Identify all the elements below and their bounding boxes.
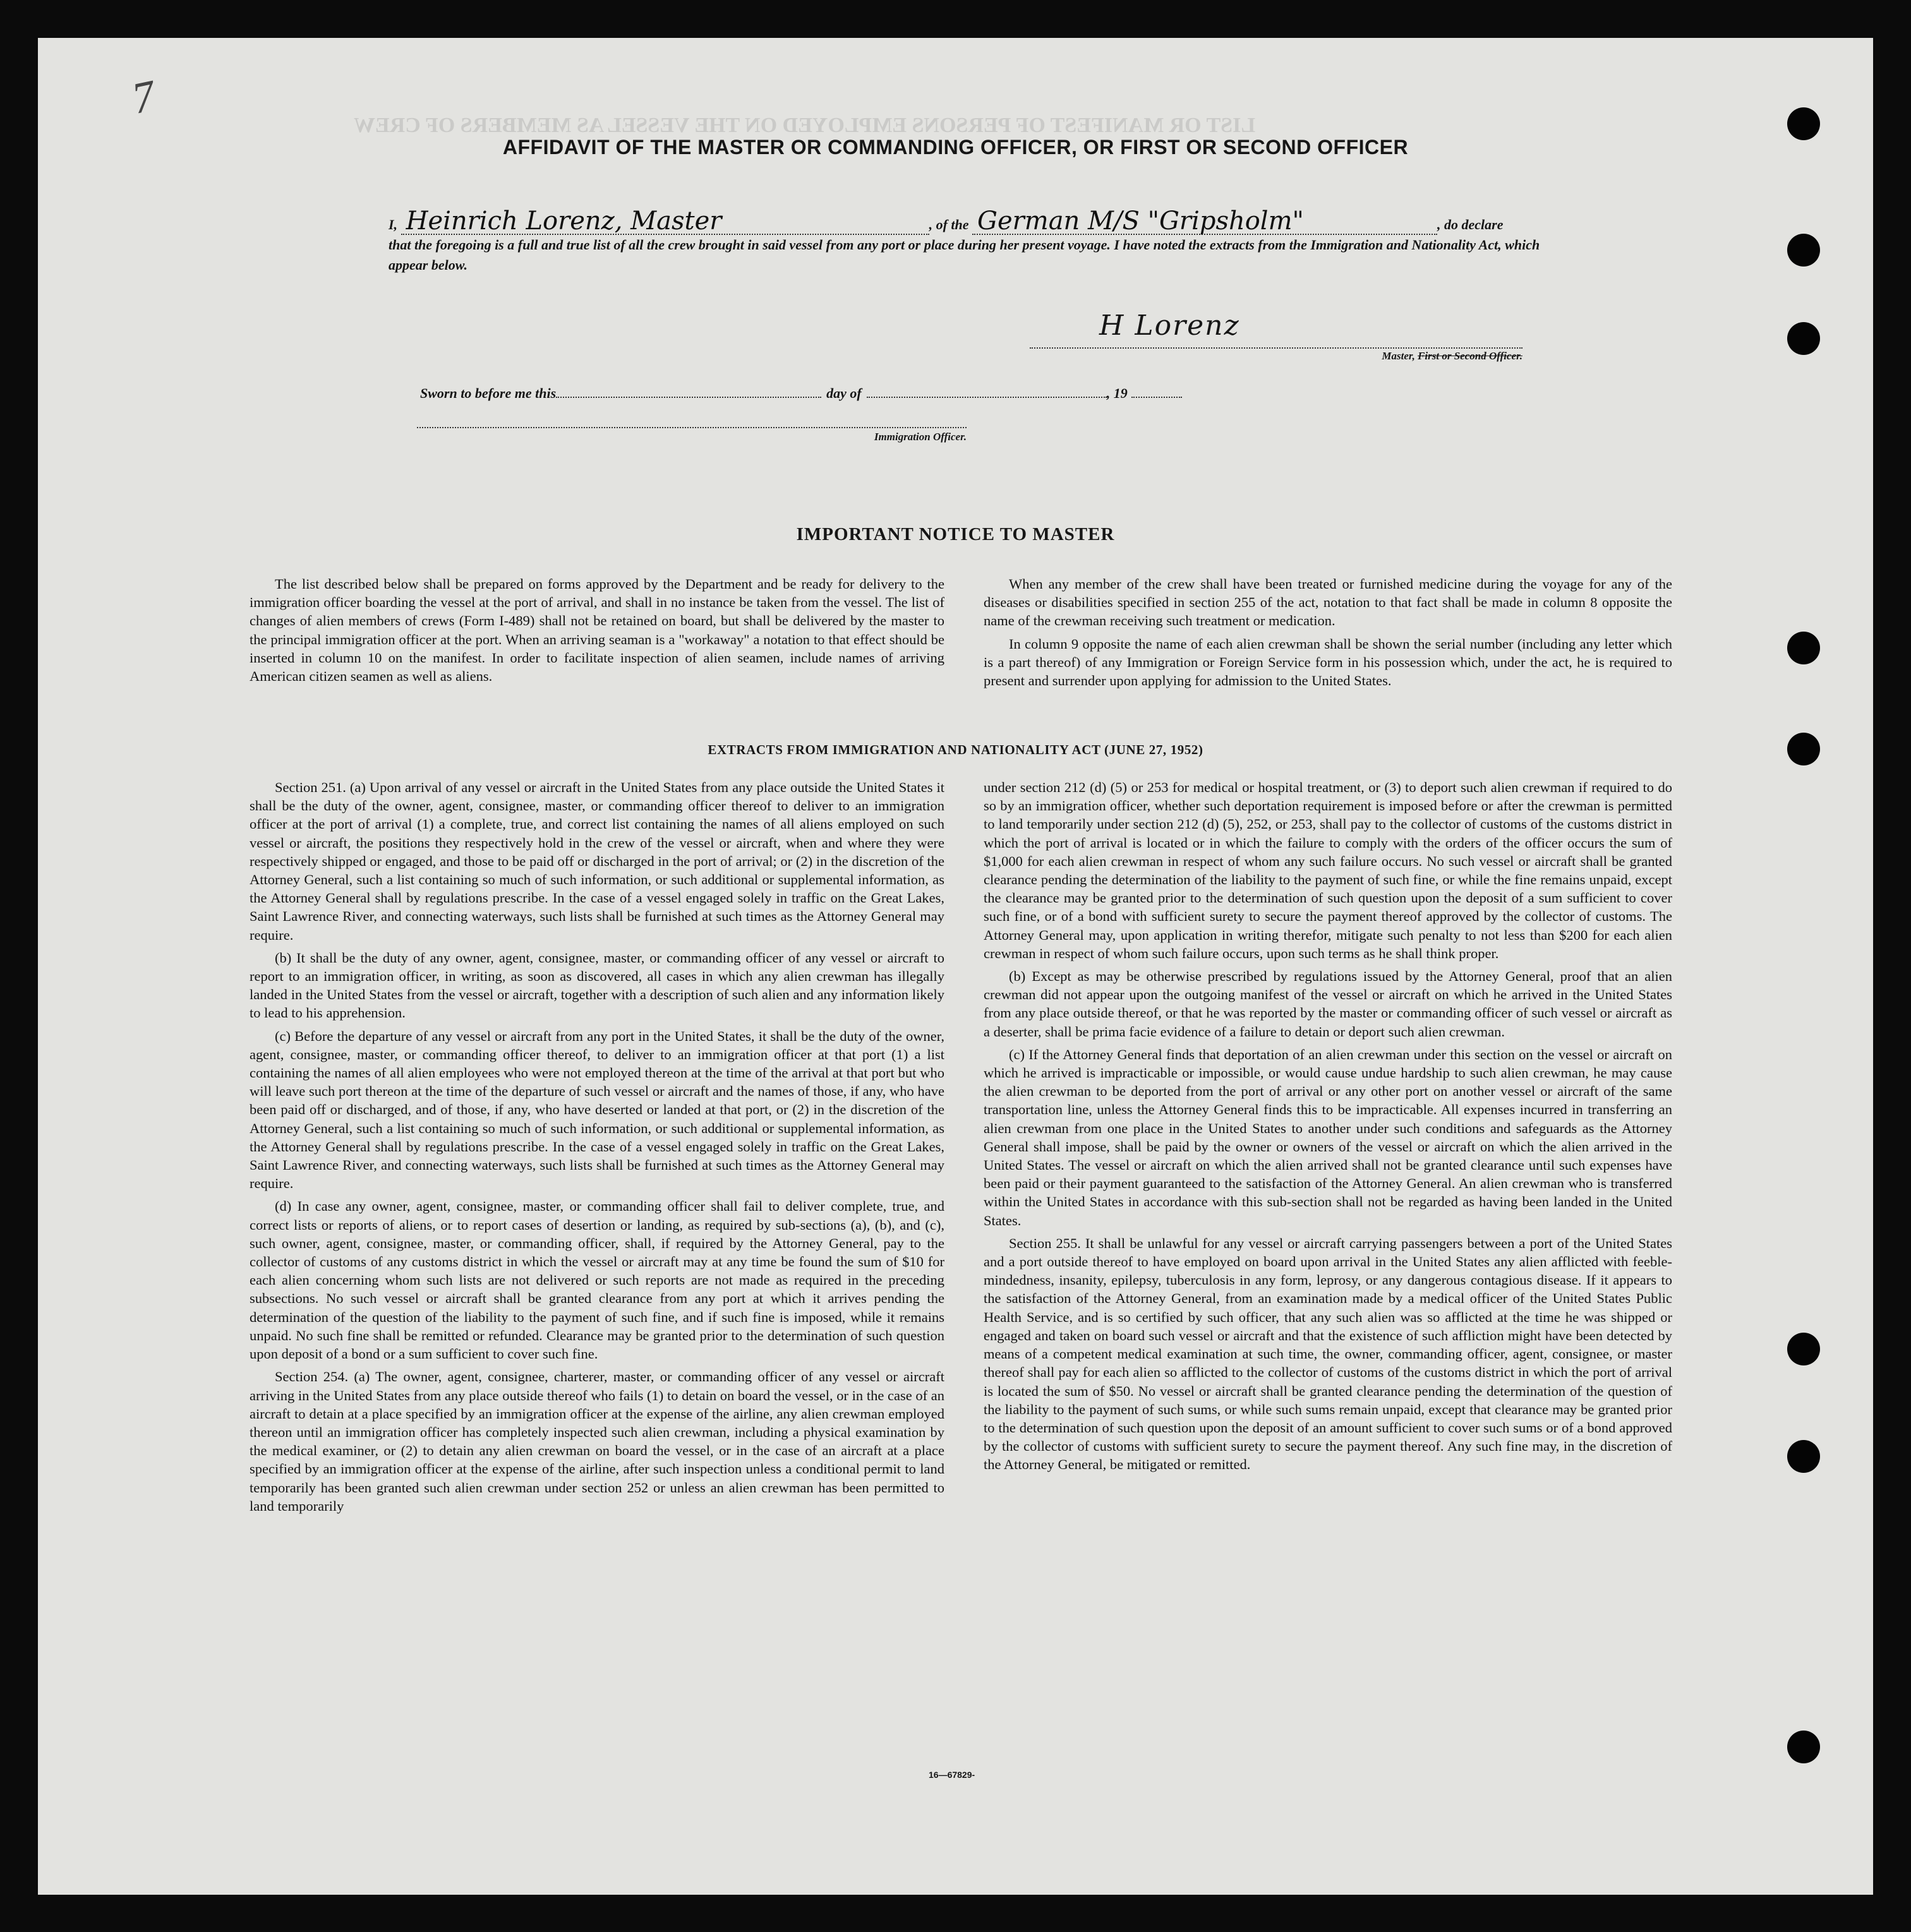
sworn-day-blank [556, 384, 821, 398]
extract-paragraph: under section 212 (d) (5) or 253 for medical or hospital treatment, or (3) to deport such alien crewman if required to do so by an immigration officer, whether such deportation requirement is imposed before or after the crewman is permitted to land temporarily under section 212 (d) (5), 252, or 253, shall pay to the collector of customs of the customs district in which the port of arrival is located or in which the failure to comply with the orders of the officer occurs the sum of $1,000 for each alien crewman in respect of whom any such failure occurs. No such vessel or aircraft shall be granted clearance pending the determination of the liability to the payment of such fine, or while the fine remains unpaid, except the clearance may be granted prior to the determination of such question upon the deposit of a sum sufficient to cover such fine, or of a bond with sufficient surety to secure the payment thereof approved by the collector of customs. The Attorney General may, upon application in writing therefor, mitigate such penalty to not less than $200 for each alien crewman in respect of whom such failure occurs, upon such terms as he shall think proper. [984, 779, 1672, 961]
declaration-prefix: I, [389, 217, 398, 232]
extract-paragraph: (d) In case any owner, agent, consignee, master, or commanding officer shall fail to deliver complete, true, and correct lists or reports of aliens, or to report cases of desertion or landing, as required by sub-sections (a), (b), and (c), such owner, agent, consignee, master, or commanding officer, shall, if required by the Attorney General, pay to the collector of customs of any customs district in which the vessel or aircraft may at any time be found the sum of $10 for each alien concerning whom such lists are not delivered or such reports are not made as required in the preceding subsections. No such vessel or aircraft shall be granted clearance from any port at which it arrives pending the determination of the question of the liability to the payment of such fine, and if such fine is imposed, while it remains unpaid. No such fine shall be remitted or refunded. Clearance may be granted prior to the determination of such question upon deposit of a bond or a sum sufficient to cover such fine. [250, 1198, 944, 1362]
extract-paragraph: Section 255. It shall be unlawful for any vessel or aircraft carrying passengers between a port of the United States and a port outside thereof to have employed on board upon arrival in the United States any alien afflicted with feeble-mindedness, insanity, epilepsy, tuberculosis in any form, leprosy, or any dangerous contagious disease. If it appears to the satisfaction of the Attorney General, from an examination made by a medical officer of the United States Public Health Service, and is so certified by such officer, that any such alien was so afflicted at the time he was shipped or engaged and taken on board such vessel or aircraft and that the existence of such affliction might have been detected by means of a competent medical examination at such time, the owner, commanding officer, agent, consignee, or master thereof shall pay for each alien so afflicted to the collector of customs of the customs district in which the port of arrival is located the sum of $50. No vessel or aircraft shall be granted clearance pending the determination of the question of the liability to the payment of such sums, or while such sums remain unpaid, except that clearance may be granted prior to the determination of such question upon the deposit of an amount sufficient to cover such sums or of a bond approved by the collector of customs with sufficient surety to secure the payment thereof. Any such fine may, in the discretion of the Attorney General, be mitigated or remitted. [984, 1235, 1672, 1473]
signature-label [1030, 350, 1522, 363]
notice-paragraph: The list described below shall be prepared on forms approved by the Department and be ready for delivery to the immigration officer boarding the vessel at the port of arrival, and shall in no instance be taken from the vessel. The list of changes of alien members of crews (Form I-489) shall not be retained on board, but shall be delivered by the master to the principal immigration officer at the port. When an arriving seaman is a "workaway" a notation to that effect should be inserted in column 10 on the manifest. In order to facilitate inspection of alien seamen, include names of arriving American citizen seamen as well as aliens. [250, 576, 944, 685]
extract-paragraph: Section 254. (a) The owner, agent, consignee, charterer, master, or commanding officer of any vessel or aircraft arriving in the United States from any place outside thereof who fails (1) to detain on board the vessel, or in the case of an aircraft to detain at a place specified by an immigration officer at the expense of the airline, any alien crewman employed thereon until an immigration officer has completely inspected such alien crewman, including a physical examination by the medical examiner, or (2) to detain any alien crewman on board the vessel, or in the case of an aircraft at a place specified by an immigration officer at the expense of the airline, after such inspection unless a conditional permit to land temporarily has been granted such alien crewman under section 252 or unless an alien crewman has been permitted to land temporarily [250, 1369, 944, 1514]
sworn-prefix: Sworn to before me this [420, 385, 557, 401]
page-mark: 7 [128, 71, 160, 124]
notice-right-column [984, 575, 1672, 694]
declaration-line [389, 208, 1601, 235]
sworn-year-blank [1131, 384, 1182, 398]
notice-left-column [250, 575, 944, 690]
binder-hole [1787, 234, 1820, 267]
notice-paragraph: In column 9 opposite the name of each alien crewman shall be shown the serial number (including any letter which is a part thereof) of any Immigration or Foreign Service form in his possession which, under the act, he is required to present and surrender upon applying for admission to the United States. [984, 635, 1672, 689]
affidavit-title: AFFIDAVIT OF THE MASTER OR COMMANDING OFFICER, OR FIRST OR SECOND OFFICER [502, 136, 1409, 159]
signature-label-master: Master, [1382, 350, 1415, 362]
binder-hole [1787, 1440, 1820, 1473]
extracts-left-column [250, 778, 944, 1520]
vessel-name-field: German M/S "Gripsholm" [972, 208, 1437, 235]
immigration-officer-line [417, 417, 967, 428]
notice-title: IMPORTANT NOTICE TO MASTER [796, 524, 1115, 544]
signature-label-struck: First or Second Officer. [1418, 350, 1522, 362]
bleed-through-text: LIST OR MANIFEST OF PERSONS EMPLOYED ON THE VESSEL AS MEMBERS OF CREW [354, 114, 1256, 137]
binder-hole [1787, 1333, 1820, 1365]
master-signature: H Lorenz [1099, 309, 1240, 342]
form-number: 16—67829- [929, 1770, 975, 1780]
immigration-officer-block [417, 417, 967, 443]
declaration-block [389, 208, 1601, 275]
extract-paragraph: (b) Except as may be otherwise prescribed by regulations issued by the Attorney General, proof that an alien crewman did not appear upon the outgoing manifest of the vessel or aircraft on which he arrived in the United States from any place outside thereof, or that he was reported by the master or commanding officer of such vessel or aircraft as a deserter, shall be prima facie evidence of a failure to detain or deport such alien crewman. [984, 968, 1672, 1040]
master-name-field: Heinrich Lorenz, Master [401, 208, 929, 235]
declaration-body: that the foregoing is a full and true list of all the crew brought in said vessel from any port or place during her present voyage. I have noted the extracts from the Immigration and Nationality Act, which appear below. [389, 237, 1540, 273]
extract-paragraph: (c) Before the departure of any vessel or aircraft from any port in the United States, it shall be the duty of the owner, agent, consignee, master, or commanding officer thereof, to deliver to an immigration officer at that port (1) a list containing the names of all alien employees who were not employed thereon at the time of the arrival at that port but who will leave such port thereon at the time of the departure of such vessel or aircraft and the names of those, if any, who have been paid off or discharged, and of those, if any, who have deserted or landed at that port, or (2) in the discretion of the Attorney General, such a list containing so much of such information, or such additional or supplemental information, as the Attorney General shall by regulations prescribe. In the case of a vessel engaged solely in traffic on the Great Lakes, Saint Lawrence River, and connecting waterways, such lists shall be furnished at such times as the Attorney General may require. [250, 1028, 944, 1192]
extracts-right-column [984, 778, 1672, 1479]
sworn-year: , 19 [1106, 385, 1128, 401]
declaration-of-the: , of the [929, 217, 969, 232]
extract-paragraph: (c) If the Attorney General finds that deportation of an alien crewman under this section on the vessel or aircraft on which he arrived is impracticable or impossible, or would cause undue hardship to such alien crewman, he may cause the alien crewman to be deported from the port of arrival or any other port on another vessel or aircraft of the same transportation line, unless the Attorney General finds this to be impracticable. All expenses incurred in transferring an alien crewman from one place in the United States to another under such conditions and safeguards as the Attorney General shall impose, shall be paid by the owner or owners of the vessel or aircraft on which the alien arrived in the United States. The vessel or aircraft on which the alien arrived shall not be granted clearance until such expenses have been paid or their payment guaranteed to the satisfaction of the Attorney General. An alien crewman who is transferred within the United States in accordance with this sub-section shall not be regarded as having been landed in the United States. [984, 1046, 1672, 1228]
declaration-do-declare: , do declare [1437, 217, 1504, 232]
master-signature-block [1030, 303, 1522, 363]
extract-paragraph: Section 251. (a) Upon arrival of any vessel or aircraft in the United States from any place outside the United States it shall be the duty of the owner, agent, consignee, master, or commanding officer thereof to deliver to an immigration officer at the port of arrival (1) a complete, true, and correct list containing the names of all aliens employed on such vessel or aircraft, the positions they respectively hold in the crew of the vessel or aircraft, when and where they were respectively shipped or engaged, and those to be paid off or discharged in the port of arrival; or (2) in the discretion of the Attorney General, such a list containing so much of such information, or such additional or supplemental information, as the Attorney General shall by regulations prescribe. In the case of a vessel engaged solely in traffic on the Great Lakes, Saint Lawrence River, and connecting waterways, such lists shall be furnished at such times as the Attorney General may require. [250, 779, 944, 943]
sworn-line [420, 384, 1182, 402]
sworn-month-blank [867, 384, 1107, 398]
notice-paragraph: When any member of the crew shall have been treated or furnished medicine during the voyage for any of the diseases or disabilities specified in section 255 of the act, notation to that fact shall be made in column 8 opposite the name of the crewman receiving such treatment or medication. [984, 576, 1672, 629]
binder-hole [1787, 632, 1820, 664]
sworn-day-of: day of [826, 385, 862, 401]
extract-paragraph: (b) It shall be the duty of any owner, agent, consignee, master, or commanding officer of any vessel or aircraft to report to an immigration officer, in writing, as soon as discovered, all cases in which any alien crewman has illegally landed in the United States from the vessel or aircraft, together with a description of such alien and any information likely to lead to his apprehension. [250, 949, 944, 1021]
signature-line [1030, 303, 1522, 349]
binder-hole [1787, 1731, 1820, 1763]
binder-hole [1787, 322, 1820, 355]
extracts-title: EXTRACTS FROM IMMIGRATION AND NATIONALITY ACT (JUNE 27, 1952) [708, 742, 1203, 757]
immigration-officer-label: Immigration Officer. [874, 431, 967, 443]
document-page [38, 38, 1873, 1895]
